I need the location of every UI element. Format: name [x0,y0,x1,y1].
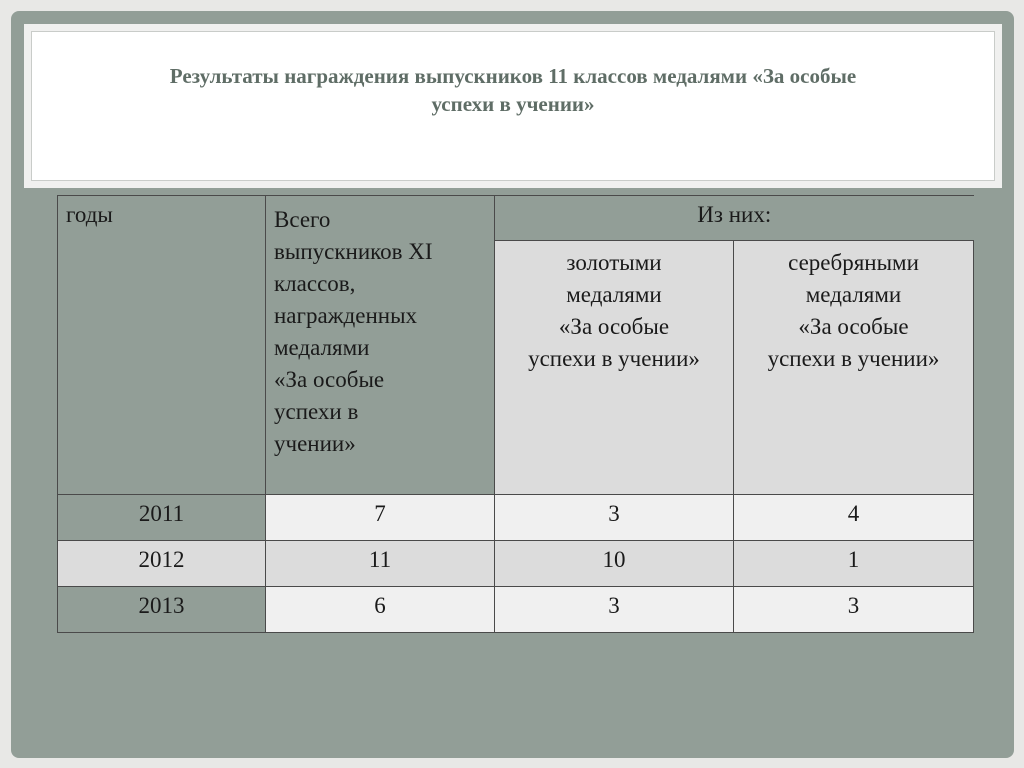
cell-year: 2012 [58,541,266,587]
header-gold-line: «За особые [558,314,670,340]
table-row [58,541,974,587]
header-total-line: учении» [274,431,356,456]
cell-gold: 3 [495,495,734,541]
header-silver-line: медалями [805,282,902,308]
header-gold [495,241,734,495]
header-total-line: награжденных [274,303,418,328]
header-silver-line: «За особые [798,314,909,340]
title-box [31,31,995,181]
header-total-line: выпускников XI [274,239,433,264]
header-total-line: классов, [274,271,356,296]
cell-silver: 1 [734,541,974,587]
table-row [58,495,974,541]
header-gold-line: медалями [566,282,662,308]
title-line-1: Результаты награждения выпускников 11 классов медалями «За особые [169,64,857,88]
header-years [58,196,266,495]
cell-gold: 3 [495,587,734,633]
header-total [266,196,495,495]
cell-silver: 4 [734,495,974,541]
header-silver-line: успехи в учении» [767,346,940,372]
medals-table [57,195,974,633]
header-total-line: «За особые [274,367,385,392]
slide-title [32,62,994,118]
header-gold-line: золотыми [566,250,662,276]
cell-silver: 3 [734,587,974,633]
cell-year: 2011 [58,495,266,541]
cell-total: 11 [266,541,495,587]
cell-total: 7 [266,495,495,541]
header-total-line: Всего [274,207,331,232]
table-row [58,587,974,633]
header-total-line: медалями [274,335,370,360]
header-years-label: годы [66,202,113,227]
header-gold-line: успехи в учении» [528,346,700,372]
cell-gold: 10 [495,541,734,587]
header-of-them: Из них: [495,196,974,241]
title-line-2: успехи в учении» [431,92,595,116]
cell-total: 6 [266,587,495,633]
header-silver-line: серебряными [788,250,919,276]
header-total-line: успехи в [274,399,359,424]
header-silver [734,241,974,495]
cell-year: 2013 [58,587,266,633]
